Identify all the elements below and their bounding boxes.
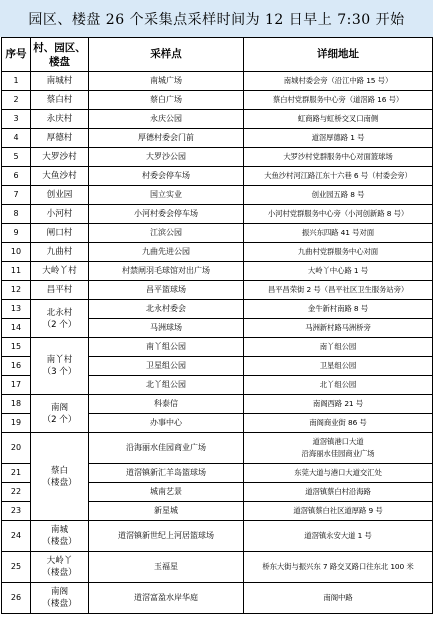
row-point: 小河村委会停车场 xyxy=(89,205,244,224)
row-point: 沿海丽水佳园商业广场 xyxy=(89,433,244,464)
row-no: 8 xyxy=(2,205,31,224)
row-village: 大鱼沙村 xyxy=(31,167,89,186)
page-title: 园区、楼盘 26 个采集点采样时间为 12 日早上 7:30 开始 xyxy=(0,0,433,37)
row-no: 3 xyxy=(2,110,31,129)
row-address: 南阁商业街 86 号 xyxy=(244,414,433,433)
row-village: 小河村 xyxy=(31,205,89,224)
row-address: 道滘镇港口大道 沿海丽水佳园商业广场 xyxy=(244,433,433,464)
row-point: 村委会停车场 xyxy=(89,167,244,186)
row-point: 南丫组公园 xyxy=(89,338,244,357)
row-address: 道滘镇永安大道 1 号 xyxy=(244,521,433,552)
table-row xyxy=(2,148,433,167)
row-point: 办事中心 xyxy=(89,414,244,433)
row-no: 24 xyxy=(2,521,31,552)
row-village: 永庆村 xyxy=(31,110,89,129)
row-no: 25 xyxy=(2,552,31,583)
header-point: 采样点 xyxy=(89,38,244,72)
row-no: 15 xyxy=(2,338,31,357)
table-row xyxy=(2,521,433,552)
row-address: 道滘镇蔡白社区道厚路 9 号 xyxy=(244,502,433,521)
row-address: 大鱼沙村河江路江东十六巷 6 号（村委会旁） xyxy=(244,167,433,186)
group-daling: 大岭丫 （楼盘） xyxy=(31,552,89,583)
row-point: 北丫组公园 xyxy=(89,376,244,395)
table-row xyxy=(2,167,433,186)
row-address: 昌平昌荣街 2 号（昌平社区卫生服务站旁） xyxy=(244,281,433,300)
row-address: 北丫组公园 xyxy=(244,376,433,395)
row-village: 闸口村 xyxy=(31,224,89,243)
row-point: 厚德村委会门前 xyxy=(89,129,244,148)
table-row xyxy=(2,552,433,583)
table-row xyxy=(2,205,433,224)
row-no: 6 xyxy=(2,167,31,186)
row-village: 蔡白村 xyxy=(31,91,89,110)
row-address: 卫星组公园 xyxy=(244,357,433,376)
group-nange-loupan: 南阁 （楼盘） xyxy=(31,583,89,614)
row-point: 马洲球场 xyxy=(89,319,244,338)
row-address: 蔡白村党群服务中心旁（道滘路 16 号） xyxy=(244,91,433,110)
group-nancheng: 南城 （楼盘） xyxy=(31,521,89,552)
row-no: 17 xyxy=(2,376,31,395)
row-point: 北永村委会 xyxy=(89,300,244,319)
row-point: 国立实业 xyxy=(89,186,244,205)
row-no: 5 xyxy=(2,148,31,167)
group-nanya: 南丫村 （3 个） xyxy=(31,338,89,395)
row-point: 昌平篮球场 xyxy=(89,281,244,300)
row-no: 13 xyxy=(2,300,31,319)
row-point: 大罗沙公园 xyxy=(89,148,244,167)
group-caibai: 蔡白 （楼盘） xyxy=(31,433,89,521)
row-point: 南城广场 xyxy=(89,72,244,91)
row-no: 19 xyxy=(2,414,31,433)
table-row xyxy=(2,583,433,614)
row-address: 道滘镇蔡白村沿海路 xyxy=(244,483,433,502)
row-no: 23 xyxy=(2,502,31,521)
table-row xyxy=(2,186,433,205)
table-row xyxy=(2,72,433,91)
table-row xyxy=(2,262,433,281)
row-address: 桥东大街与振兴东 7 路交叉路口往东北 100 米 xyxy=(244,552,433,583)
row-village: 九曲村 xyxy=(31,243,89,262)
row-point: 永庆公园 xyxy=(89,110,244,129)
row-village: 昌平村 xyxy=(31,281,89,300)
row-point: 城南艺景 xyxy=(89,483,244,502)
row-no: 12 xyxy=(2,281,31,300)
row-point: 江滨公园 xyxy=(89,224,244,243)
row-point: 道滘镇新汇羊岛篮球场 xyxy=(89,464,244,483)
table-row xyxy=(2,91,433,110)
header-village: 村、园区、 楼盘 xyxy=(31,38,89,72)
row-address: 大岭丫中心路 1 号 xyxy=(244,262,433,281)
table-row xyxy=(2,243,433,262)
row-address: 金牛新村南路 8 号 xyxy=(244,300,433,319)
table-row xyxy=(2,300,433,319)
row-address: 九曲村党群服务中心对面 xyxy=(244,243,433,262)
row-no: 26 xyxy=(2,583,31,614)
group-nange: 南阁 （2 个） xyxy=(31,395,89,433)
table-row xyxy=(2,110,433,129)
row-point: 蔡白广场 xyxy=(89,91,244,110)
table-row xyxy=(2,129,433,148)
row-no: 2 xyxy=(2,91,31,110)
row-no: 20 xyxy=(2,433,31,464)
row-address: 小河村党群服务中心旁（小河创新路 8 号） xyxy=(244,205,433,224)
row-point: 村禁闸羽毛球馆对出广场 xyxy=(89,262,244,281)
table-row xyxy=(2,224,433,243)
header-address: 详细地址 xyxy=(244,38,433,72)
row-address: 南丫组公园 xyxy=(244,338,433,357)
row-no: 22 xyxy=(2,483,31,502)
row-address: 南城村委会旁（沿江中路 15 号） xyxy=(244,72,433,91)
row-village: 南城村 xyxy=(31,72,89,91)
row-address: 振兴东四路 41 号对面 xyxy=(244,224,433,243)
row-point: 新星城 xyxy=(89,502,244,521)
table-row xyxy=(2,433,433,464)
row-point: 道滘镇新世纪上河居篮球场 xyxy=(89,521,244,552)
row-point: 卫星组公园 xyxy=(89,357,244,376)
row-no: 11 xyxy=(2,262,31,281)
row-no: 14 xyxy=(2,319,31,338)
row-address: 虹商路与虹桥交叉口南侧 xyxy=(244,110,433,129)
table-row xyxy=(2,338,433,357)
row-no: 18 xyxy=(2,395,31,414)
row-no: 9 xyxy=(2,224,31,243)
row-point: 九曲先进公园 xyxy=(89,243,244,262)
table-row xyxy=(2,281,433,300)
row-no: 16 xyxy=(2,357,31,376)
row-address: 南阁中路 xyxy=(244,583,433,614)
row-point: 玉福星 xyxy=(89,552,244,583)
row-village: 创业园 xyxy=(31,186,89,205)
table-header-row xyxy=(2,38,433,72)
table-row xyxy=(2,395,433,414)
row-point: 科泰信 xyxy=(89,395,244,414)
row-address: 东莞大道与港口大道交汇处 xyxy=(244,464,433,483)
group-beiyong: 北永村 （2 个） xyxy=(31,300,89,338)
row-address: 马洲新村路马洲桥旁 xyxy=(244,319,433,338)
header-no: 序号 xyxy=(2,38,31,72)
row-address: 创业园五路 8 号 xyxy=(244,186,433,205)
row-village: 厚德村 xyxy=(31,129,89,148)
row-village: 大岭丫村 xyxy=(31,262,89,281)
row-village: 大罗沙村 xyxy=(31,148,89,167)
row-address: 道滘厚德路 1 号 xyxy=(244,129,433,148)
row-point: 道滘富盈水岸华庭 xyxy=(89,583,244,614)
row-address: 大罗沙村党群服务中心对面篮球场 xyxy=(244,148,433,167)
row-no: 7 xyxy=(2,186,31,205)
row-no: 4 xyxy=(2,129,31,148)
row-address: 南阁西路 21 号 xyxy=(244,395,433,414)
sampling-points-table xyxy=(1,37,433,614)
row-no: 1 xyxy=(2,72,31,91)
row-no: 21 xyxy=(2,464,31,483)
row-no: 10 xyxy=(2,243,31,262)
